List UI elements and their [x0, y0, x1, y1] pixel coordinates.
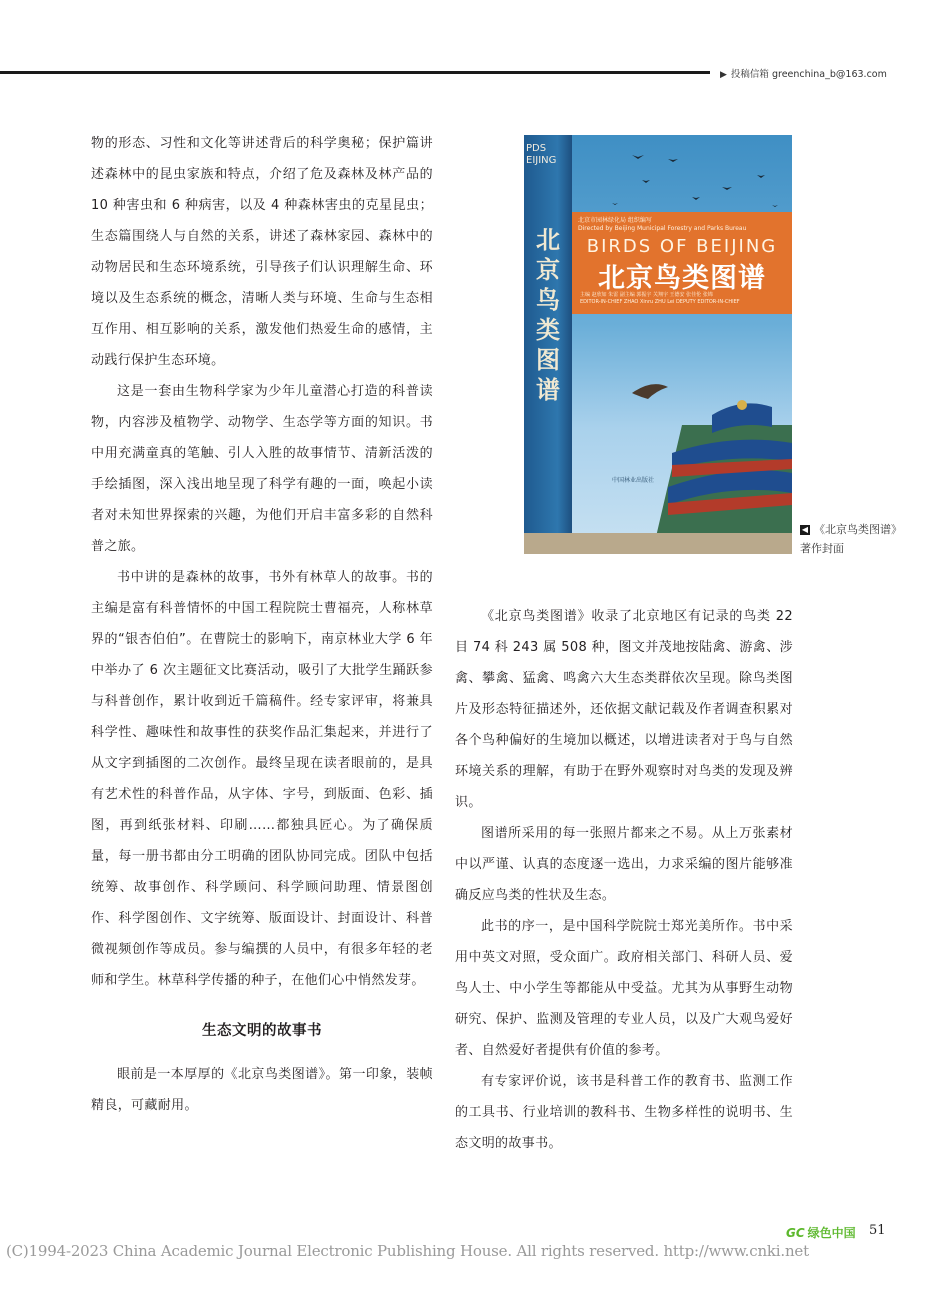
logo-mark: GC: [786, 1226, 805, 1240]
green-china-logo: [786, 1224, 856, 1241]
left-paragraph-4: 眼前是一本厚厚的《北京鸟类图谱》。第一印象，装帧精良，可藏耐用。: [91, 1067, 433, 1113]
book-cover-image: [524, 135, 792, 554]
cover-editors: 主编 赵欣如 朱雷 副主编 郭振宇 关翔宇 王德安 张佳伦 张锦 EDITOR-IN-CHIEF ZHAO Xinru ZHU Lei DEPUTY EDITOR-IN-CHIEF: [580, 292, 740, 305]
cover-spine: [524, 135, 572, 554]
caption-text: 《北京鸟类图谱》著作封面: [800, 523, 897, 555]
bird-silhouettes: [612, 155, 778, 207]
right-paragraph-4: 有专家评价说，该书是科普工作的教育书、监测工作的工具书、行业培训的教科书、生物多样性的说明书、生态文明的故事书。: [455, 1074, 793, 1151]
left-column: [91, 128, 433, 1121]
cnki-watermark: (C)1994-2023 China Academic Journal Electronic Publishing House. All rights reserved. http://www.cnki.net: [6, 1242, 809, 1260]
cover-title-zh: 北京鸟类图谱: [598, 263, 766, 294]
square-arrow-left-icon: ◀: [801, 525, 809, 534]
header-rule: [0, 71, 710, 74]
cover-shadow-base: [524, 533, 792, 554]
cover-front: [572, 135, 792, 554]
right-paragraph-2: 图谱所采用的每一张照片都来之不易。从上万张素材中以严谨、认真的态度逐一选出，力求采编的图片能够准确反应鸟类的性状及生态。: [455, 826, 793, 903]
left-paragraph-3: 书中讲的是森林的故事，书外有林草人的故事。书的主编是富有科普情怀的中国工程院院士曹福亮，人称林草界的“银杏伯伯”。在曹院士的影响下，南京林业大学 6 年中举办了 6 次主题征文比赛活动，吸引了大批学生踊跃参与科普创作，累计收到近千篇稿件。经专家评审，将兼具科学性、趣味性和故事性的获奖作品汇集起来，并进行了从文字到插图的二次创作。最终呈现在读者眼前的，是具有艺术性的科普作品，从字体、字号，到版面、色彩、插图，再到纸张材料、印刷……都独具匠心。为了确保质量，每一册书都由分工明确的团队协同完成。团队中包括统筹、故事创作、科学顾问、科学顾问助理、情景图创作、科学图创作、文字统筹、版面设计、封面设计、科普微视频创作等成员。参与编撰的人员中，有很多年轻的老师和学生。林草科学传播的种子，在他们心中悄然发芽。: [91, 570, 433, 988]
right-paragraph-3: 此书的序一，是中国科学院院士郑光美所作。书中采用中英文对照，受众面广。政府相关部门、科研人员、爱鸟人士、中小学生等都能从中受益。尤其为从事野生动物研究、保护、监测及管理的专业人员，以及广大观鸟爱好者、自然爱好者提供有价值的参考。: [455, 919, 793, 1058]
contact-email[interactable]: greenchina_b@163.com: [771, 69, 887, 80]
cover-title-band: [572, 212, 792, 314]
page-number: 51: [869, 1223, 886, 1238]
play-triangle-icon: ▶: [720, 70, 727, 80]
temple-of-heaven: [652, 400, 792, 554]
figure-caption: [800, 520, 900, 558]
cover-spine-title: 北京鸟类图谱: [536, 226, 560, 404]
cover-publisher: 中国林业出版社: [612, 477, 655, 484]
cover-illustration: [572, 135, 792, 554]
contact-label: 投稿信箱: [730, 69, 769, 80]
cover-title-en: BIRDS OF BEIJING: [586, 236, 778, 257]
cover-spine-en: PDS EIJING: [526, 143, 557, 166]
cover-organizer: 北京市园林绿化局 组织编写 Directed by Beijing Municipal Forestry and Parks Bureau: [578, 217, 747, 232]
left-paragraph-1: 物的形态、习性和文化等讲述背后的科学奥秘；保护篇讲述森林中的昆虫家族和特点，介绍了危及森林及林产品的 10 种害虫和 6 种病害，以及 4 种森林害虫的克星昆虫；生态篇围绕人与自然的关系，讲述了森林家园、森林中的动物居民和生态环境系统，引导孩子们认识理解生命、环境以及生态系统的概念，清晰人类与环境、生命与生态相互作用、相互影响的关系，激发他们热爱生命的感情，主动践行保护生态环境。: [91, 136, 433, 368]
logo-text: 绿色中国: [807, 1226, 856, 1240]
header-contact: [720, 66, 887, 80]
right-paragraph-1: 《北京鸟类图谱》收录了北京地区有记录的鸟类 22 目 74 科 243 属 508 种，图文并茂地按陆禽、游禽、涉禽、攀禽、猛禽、鸣禽六大生态类群依次呈现。除鸟类图片及形态特征描述外，还依据文献记载及作者调查积累对各个鸟种偏好的生境加以概述，以增进读者对于鸟与自然环境关系的理解，有助于在野外观察时对鸟类的发现及辨识。: [455, 609, 793, 810]
swift-bird: [632, 384, 668, 399]
left-paragraph-2: 这是一套由生物科学家为少年儿童潜心打造的科普读物，内容涉及植物学、动物学、生态学等方面的知识。书中用充满童真的笔触、引人入胜的故事情节、清新活泼的手绘插图，深入浅出地呈现了科学有趣的一面，唤起小读者对未知世界探索的兴趣，为他们开启丰富多彩的自然科普之旅。: [91, 384, 433, 554]
right-column: [455, 601, 793, 1159]
section-heading: 生态文明的故事书: [202, 1023, 322, 1039]
